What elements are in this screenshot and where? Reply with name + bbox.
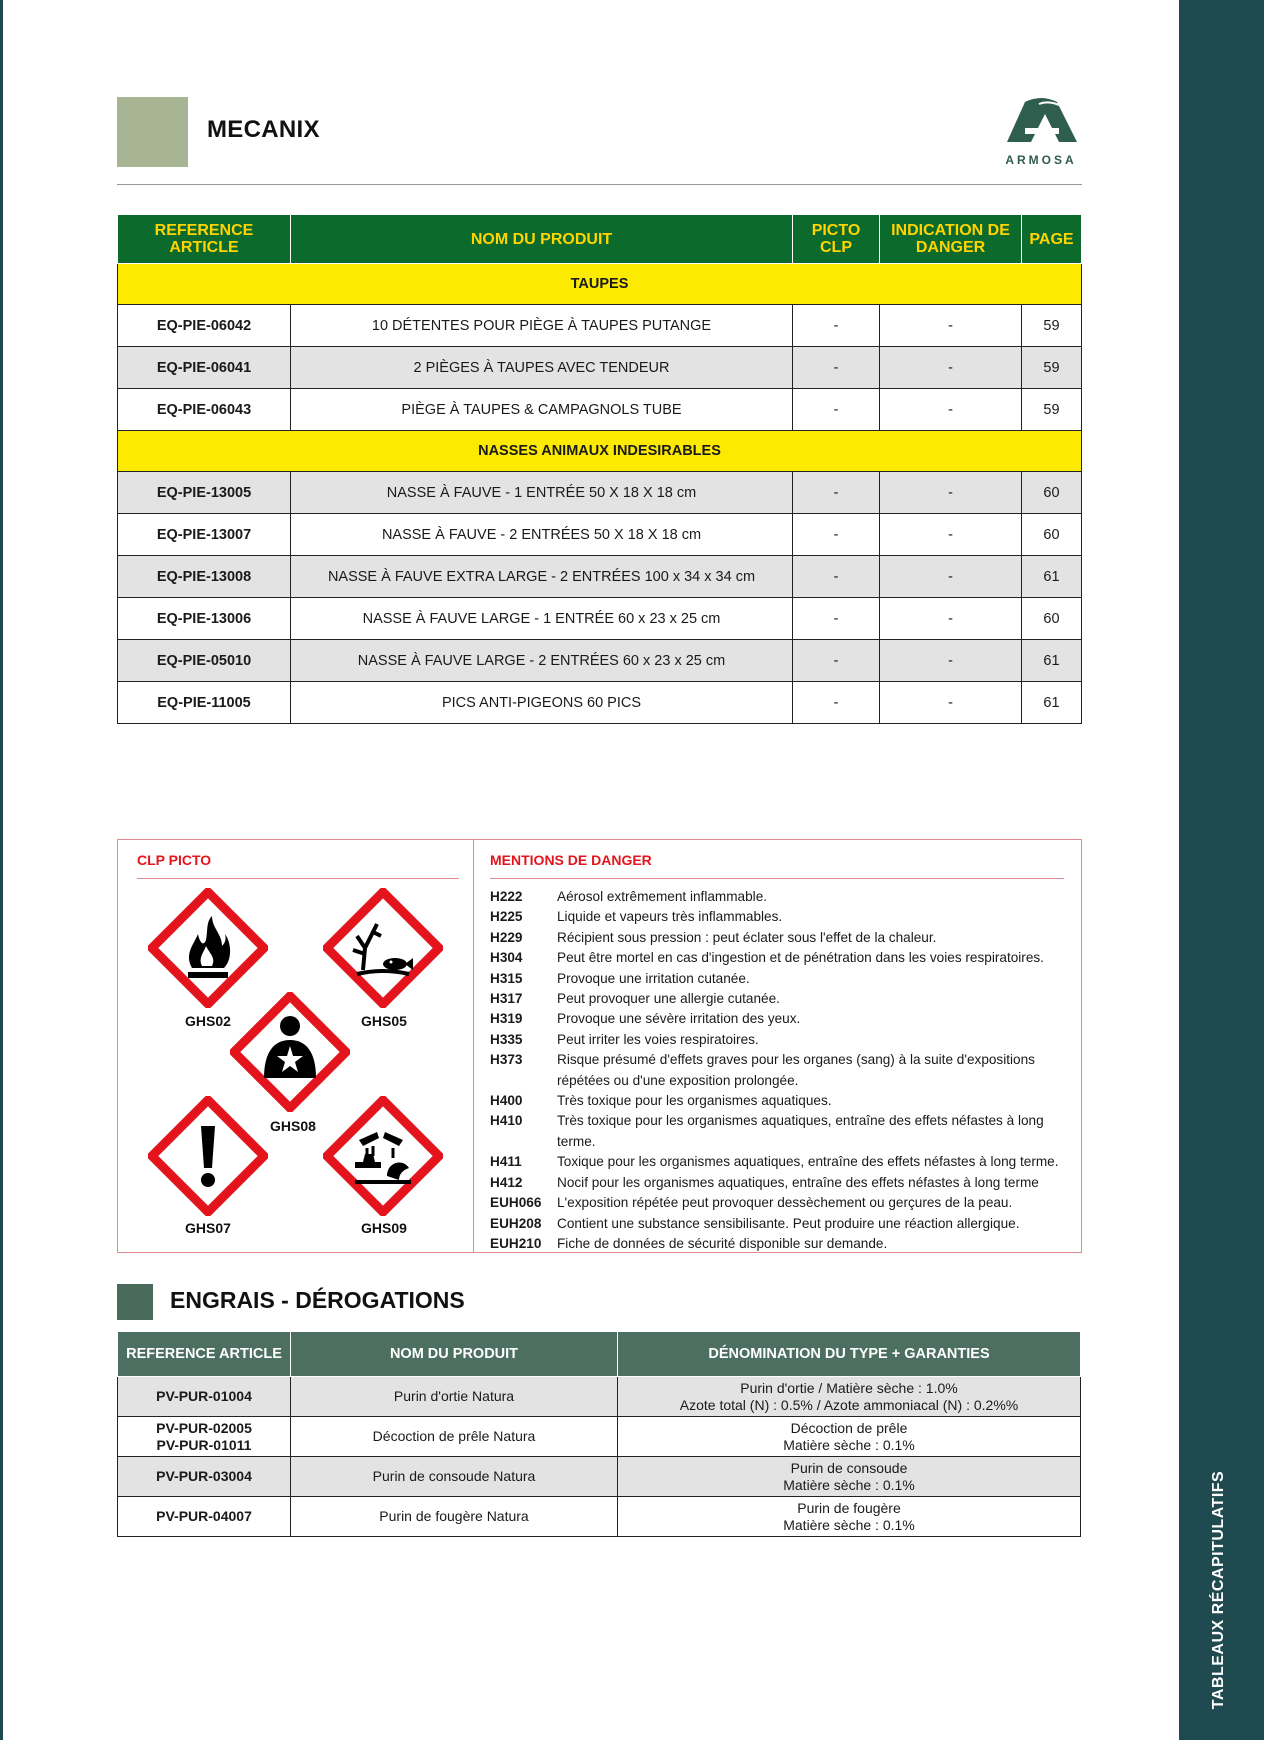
- col-header-page: PAGE: [1022, 215, 1082, 264]
- table-row: [118, 1497, 1081, 1537]
- cell-reference: EQ-PIE-11005: [118, 682, 291, 724]
- header-rule: [117, 184, 1082, 185]
- cell-product-name: Décoction de prêle Natura: [291, 1417, 618, 1457]
- cell-product-name: NASSE À FAUVE EXTRA LARGE - 2 ENTRÉES 100 x 34 x 34 cm: [291, 556, 793, 598]
- mention-item: [490, 1173, 1070, 1193]
- mention-item: [490, 1009, 1070, 1029]
- reference-line: PV-PUR-01004: [156, 1388, 252, 1404]
- mention-text: Nocif pour les organismes aquatiques, entraîne des effets néfastes à long terme: [557, 1174, 1039, 1190]
- cell-type-guarantees: [618, 1377, 1081, 1417]
- guarantee-line: Azote total (N) : 0.5% / Azote ammoniacal (N) : 0.2%%: [679, 1396, 1019, 1413]
- clp-title-rule: [137, 878, 459, 879]
- mention-text: Peut être mortel en cas d'ingestion et de pénétration dans les voies respiratoires.: [557, 950, 1044, 966]
- cell-reference: EQ-PIE-13007: [118, 514, 291, 556]
- mention-item: [490, 1193, 1070, 1213]
- cell-page: 60: [1022, 472, 1082, 514]
- mention-code: H373: [490, 1052, 523, 1068]
- cell-type-guarantees: [618, 1497, 1081, 1537]
- cell-picto: -: [793, 640, 880, 682]
- mention-text: Risque présumé d'effets graves pour les organes (sang) à la suite d'expositions répétées ou d'une exposition prolongée.: [557, 1052, 1035, 1088]
- mention-item: [490, 1111, 1070, 1152]
- mention-item: [490, 1214, 1070, 1234]
- mention-text: Peut irriter les voies respiratoires.: [557, 1031, 759, 1047]
- reference-line: PV-PUR-03004: [156, 1468, 252, 1484]
- cell-danger: -: [880, 305, 1022, 347]
- guarantee-line: Purin d'ortie / Matière sèche : 1.0%: [740, 1379, 958, 1396]
- mention-item: [490, 928, 1070, 948]
- cell-reference: [118, 1417, 291, 1457]
- section-title: TAUPES: [118, 264, 1082, 305]
- mention-item: [490, 907, 1070, 927]
- table-row: [118, 305, 1082, 347]
- mention-item: [490, 1050, 1070, 1091]
- mention-text: Provoque une sévère irritation des yeux.: [557, 1011, 801, 1027]
- cell-product-name: NASSE À FAUVE - 1 ENTRÉE 50 X 18 X 18 cm: [291, 472, 793, 514]
- section-row-nasses: [118, 431, 1082, 472]
- table-row: [118, 1457, 1081, 1497]
- cell-picto: -: [793, 347, 880, 389]
- cell-product-name: 2 PIÈGES À TAUPES AVEC TENDEUR: [291, 347, 793, 389]
- cell-danger: -: [880, 347, 1022, 389]
- mention-item: [490, 989, 1070, 1009]
- mention-code: EUH210: [490, 1235, 542, 1251]
- mention-code: H225: [490, 909, 523, 925]
- cell-picto: -: [793, 472, 880, 514]
- engrais-table: [117, 1331, 1081, 1537]
- left-edge-rule: [0, 0, 3, 1740]
- cell-reference: EQ-PIE-13008: [118, 556, 291, 598]
- mention-text: L'exposition répétée peut provoquer dessèchement ou gerçures de la peau.: [557, 1195, 1013, 1211]
- mention-item: [490, 887, 1070, 907]
- table-row: [118, 472, 1082, 514]
- mention-text: Contient une substance sensibilisante. Peut produire une réaction allergique.: [557, 1215, 1020, 1231]
- mention-code: EUH208: [490, 1215, 542, 1231]
- mention-item: [490, 948, 1070, 968]
- mention-code: EUH066: [490, 1195, 542, 1211]
- col-header-reference: REFERENCE ARTICLE: [118, 1332, 291, 1377]
- cell-page: 59: [1022, 389, 1082, 431]
- pict-label-ghs09: GHS09: [361, 1220, 407, 1236]
- environment-icon: [323, 888, 443, 1008]
- mentions-title-rule: [490, 878, 1064, 879]
- cell-product-name: Purin d'ortie Natura: [291, 1377, 618, 1417]
- guarantee-line: Matière sèche : 0.1%: [783, 1436, 915, 1453]
- mention-text: Liquide et vapeurs très inflammables.: [557, 909, 783, 925]
- mention-text: Peut provoquer une allergie cutanée.: [557, 991, 780, 1007]
- cell-reference: EQ-PIE-06042: [118, 305, 291, 347]
- cell-product-name: Purin de fougère Natura: [291, 1497, 618, 1537]
- guarantee-line: Matière sèche : 0.1%: [783, 1516, 915, 1533]
- cell-danger: -: [880, 472, 1022, 514]
- table-row: [118, 682, 1082, 724]
- col-header-product-name: NOM DU PRODUIT: [291, 1332, 618, 1377]
- mentions-list: [490, 887, 1070, 1254]
- cell-reference: [118, 1457, 291, 1497]
- reference-line: PV-PUR-01011: [156, 1436, 252, 1453]
- cell-danger: -: [880, 682, 1022, 724]
- table-row: [118, 514, 1082, 556]
- cell-product-name: NASSE À FAUVE LARGE - 2 ENTRÉES 60 x 23 x 25 cm: [291, 640, 793, 682]
- mention-text: Très toxique pour les organismes aquatiques.: [557, 1093, 832, 1109]
- cell-danger: -: [880, 640, 1022, 682]
- mentions-title: MENTIONS DE DANGER: [490, 852, 652, 868]
- mention-item: [490, 1152, 1070, 1172]
- mention-item: [490, 1091, 1070, 1111]
- mention-text: Très toxique pour les organismes aquatiques, entraîne des effets néfastes à long terme.: [557, 1113, 1044, 1149]
- table-row: [118, 1417, 1081, 1457]
- cell-picto: -: [793, 305, 880, 347]
- col-header-type-guarantees: DÉNOMINATION DU TYPE + GARANTIES: [618, 1332, 1081, 1377]
- corrosion-icon: [323, 1096, 443, 1216]
- mention-code: H229: [490, 929, 523, 945]
- cell-reference: EQ-PIE-13005: [118, 472, 291, 514]
- health-hazard-icon: [230, 992, 350, 1112]
- mention-text: Fiche de données de sécurité disponible sur demande.: [557, 1235, 888, 1251]
- cell-page: 59: [1022, 305, 1082, 347]
- reference-line: PV-PUR-02005: [156, 1419, 252, 1436]
- pict-label-ghs07: GHS07: [185, 1220, 231, 1236]
- cell-product-name: 10 DÉTENTES POUR PIÈGE À TAUPES PUTANGE: [291, 305, 793, 347]
- mention-code: H222: [490, 889, 523, 904]
- col-header-reference: REFERENCE ARTICLE: [118, 215, 291, 264]
- cell-page: 61: [1022, 682, 1082, 724]
- mention-code: H411: [490, 1154, 522, 1170]
- reference-line: PV-PUR-04007: [156, 1508, 252, 1524]
- cell-reference: [118, 1377, 291, 1417]
- cell-picto: -: [793, 389, 880, 431]
- section-row-taupes: [118, 264, 1082, 305]
- logo-wordmark: ARMOSA: [1005, 153, 1077, 167]
- cell-page: 60: [1022, 514, 1082, 556]
- cell-danger: -: [880, 556, 1022, 598]
- cell-page: 60: [1022, 598, 1082, 640]
- legend-divider: [473, 840, 474, 1252]
- cell-picto: -: [793, 598, 880, 640]
- cell-product-name: PICS ANTI-PIGEONS 60 PICS: [291, 682, 793, 724]
- products-table: [117, 214, 1082, 724]
- cell-reference: [118, 1497, 291, 1537]
- section-title-engrais: ENGRAIS - DÉROGATIONS: [170, 1287, 465, 1313]
- mention-code: H315: [490, 970, 523, 986]
- cell-product-name: NASSE À FAUVE - 2 ENTRÉES 50 X 18 X 18 cm: [291, 514, 793, 556]
- table-row: [118, 640, 1082, 682]
- cell-reference: EQ-PIE-05010: [118, 640, 291, 682]
- mention-text: Aérosol extrêmement inflammable.: [557, 889, 768, 904]
- mention-code: H412: [490, 1174, 523, 1190]
- cell-page: 59: [1022, 347, 1082, 389]
- exclamation-icon: [148, 1096, 268, 1216]
- side-label-text: TABLEAUX RÉCAPITULATIFS: [1210, 1470, 1228, 1710]
- flame-icon: [148, 888, 268, 1008]
- cell-picto: -: [793, 682, 880, 724]
- cell-picto: -: [793, 556, 880, 598]
- guarantee-line: Purin de consoude: [790, 1459, 908, 1476]
- clp-picto-title: CLP PICTO: [137, 852, 212, 868]
- page-title: MECANIX: [207, 116, 320, 143]
- section-square: [117, 1284, 153, 1320]
- cell-product-name: NASSE À FAUVE LARGE - 1 ENTRÉE 60 x 23 x 25 cm: [291, 598, 793, 640]
- guarantee-line: Purin de fougère: [797, 1499, 901, 1516]
- mention-item: [490, 969, 1070, 989]
- table-row: [118, 347, 1082, 389]
- table-row: [118, 389, 1082, 431]
- table-row: [118, 598, 1082, 640]
- mention-text: Provoque une irritation cutanée.: [557, 970, 750, 986]
- mention-code: H304: [490, 950, 523, 966]
- cell-danger: -: [880, 389, 1022, 431]
- mention-code: H335: [490, 1031, 523, 1047]
- mention-text: Récipient sous pression : peut éclater sous l'effet de la chaleur.: [557, 929, 937, 945]
- section-title: NASSES ANIMAUX INDESIRABLES: [118, 431, 1082, 472]
- cell-product-name: PIÈGE À TAUPES & CAMPAGNOLS TUBE: [291, 389, 793, 431]
- mention-code: H400: [490, 1093, 523, 1109]
- cell-type-guarantees: [618, 1417, 1081, 1457]
- brand-square: [117, 97, 188, 167]
- table-row: [118, 556, 1082, 598]
- cell-danger: -: [880, 514, 1022, 556]
- mention-code: H410: [490, 1113, 523, 1129]
- mention-text: Toxique pour les organismes aquatiques, entraîne des effets néfastes à long terme.: [557, 1154, 1059, 1170]
- table-header-row: [118, 215, 1082, 264]
- mention-code: H317: [490, 991, 523, 1007]
- cell-danger: -: [880, 598, 1022, 640]
- cell-page: 61: [1022, 640, 1082, 682]
- cell-type-guarantees: [618, 1457, 1081, 1497]
- side-label: [1204, 1470, 1234, 1710]
- cell-reference: EQ-PIE-13006: [118, 598, 291, 640]
- col-header-danger: INDICATION DE DANGER: [880, 215, 1022, 264]
- cell-page: 61: [1022, 556, 1082, 598]
- mention-item: [490, 1030, 1070, 1050]
- guarantee-line: Décoction de prêle: [790, 1419, 908, 1436]
- engrais-header-row: [118, 1332, 1081, 1377]
- mention-code: H319: [490, 1011, 523, 1027]
- cell-reference: EQ-PIE-06043: [118, 389, 291, 431]
- mention-item: [490, 1234, 1070, 1254]
- pict-label-ghs05: GHS05: [361, 1013, 407, 1029]
- table-row: [118, 1377, 1081, 1417]
- cell-product-name: Purin de consoude Natura: [291, 1457, 618, 1497]
- cell-reference: EQ-PIE-06041: [118, 347, 291, 389]
- col-header-product-name: NOM DU PRODUIT: [291, 215, 793, 264]
- guarantee-line: Matière sèche : 0.1%: [783, 1476, 915, 1493]
- cell-picto: -: [793, 514, 880, 556]
- pict-label-ghs02: GHS02: [185, 1013, 231, 1029]
- pict-label-ghs08: GHS08: [270, 1118, 316, 1134]
- col-header-picto-clp: PICTO CLP: [793, 215, 880, 264]
